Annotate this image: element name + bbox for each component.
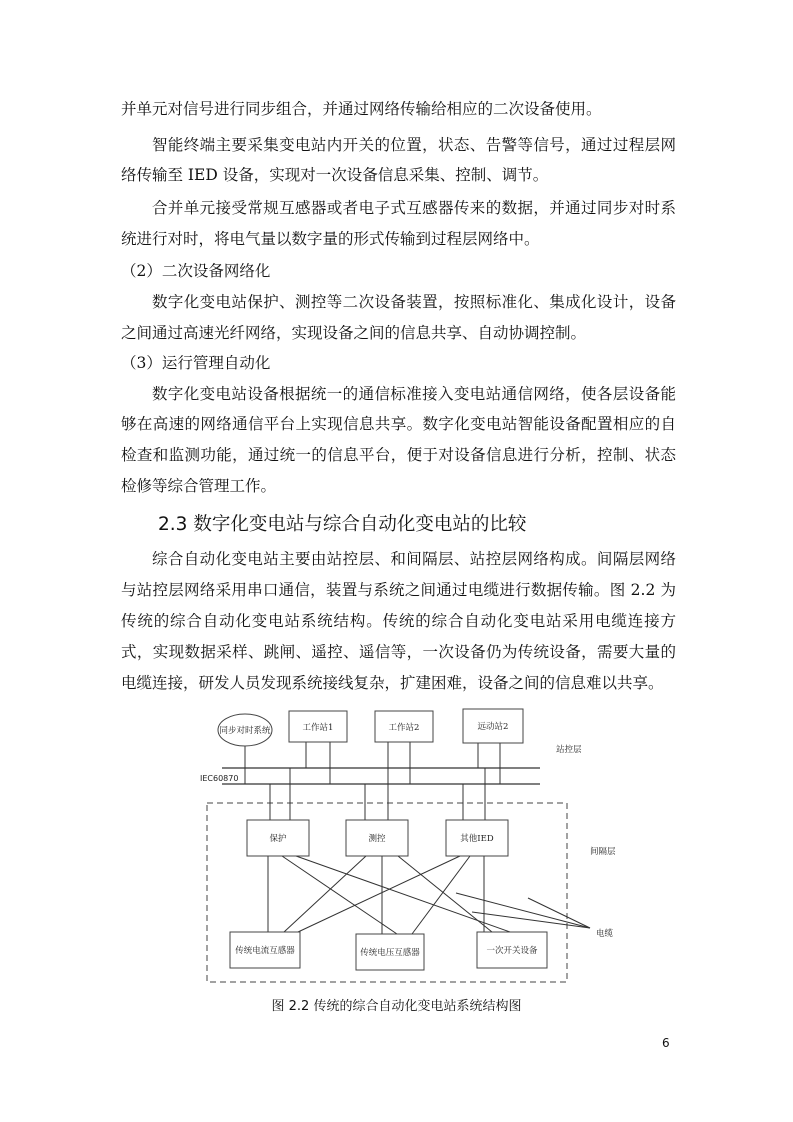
paragraph-line: 与站控层网络采用串口通信，装置与系统之间通过电缆进行数据传输。图 2.2 为 xyxy=(121,581,676,599)
cable-line xyxy=(298,856,460,932)
paragraph-line: 统进行对时，将电气量以数字量的形式传输到过程层网络中。 xyxy=(121,230,540,248)
bay-layer-label: 间隔层 xyxy=(590,847,616,857)
figure-caption: 图 2.2 传统的综合自动化变电站系统结构图 xyxy=(271,999,522,1014)
paragraph-line: 之间通过高速光纤网络，实现设备之间的信息共享、自动协调控制。 xyxy=(121,324,587,342)
section-number: 2.3 xyxy=(158,514,188,535)
paragraph-line: 式，实现数据采样、跳闸、遥控、遥信等，一次设备仍为传统设备，需要大量的 xyxy=(121,643,676,661)
station-layer-label: 站控层 xyxy=(556,745,582,755)
cable-line xyxy=(282,856,397,934)
paragraph-line: 电缆连接，研发人员发现系统接线复杂，扩建困难，设备之间的信息难以共享。 xyxy=(121,674,664,692)
paragraph-line: 传统的综合自动化变电站系统结构。传统的综合自动化变电站采用电缆连接方 xyxy=(121,612,676,630)
paragraph-line: 够在高速的网络通信平台上实现信息共享。数字化变电站智能设备配置相应的自 xyxy=(121,415,676,433)
paragraph-line: 综合自动化变电站主要由站控层、和间隔层、站控层网络构成。间隔层网络 xyxy=(152,550,676,568)
protection-label: 保护 xyxy=(269,834,287,844)
measure-control-label: 测控 xyxy=(368,834,386,844)
paragraph-line: 检查和监测功能，通过统一的信息平台，便于对设备信息进行分析，控制、状态 xyxy=(121,446,676,464)
cable-label: 电缆 xyxy=(596,929,614,939)
cable-pointer xyxy=(456,893,590,928)
cable-pointer xyxy=(472,912,590,928)
section-title: 数字化变电站与综合自动化变电站的比较 xyxy=(193,514,527,535)
paragraph-line: 络传输至 IED 设备，实现对一次设备信息采集、控制、调节。 xyxy=(121,166,549,184)
subheading: （3）运行管理自动化 xyxy=(121,354,271,372)
iec-protocol-label: IEC60870 xyxy=(200,774,239,783)
paragraph-line: 并单元对信号进行同步组合，并通过网络传输给相应的二次设备使用。 xyxy=(121,100,602,118)
paragraph-line: 数字化变电站保护、测控等二次设备装置，按照标准化、集成化设计，设备 xyxy=(152,293,676,311)
paragraph-line: 数字化变电站设备根据统一的通信标准接入变电站通信网络，使各层设备能 xyxy=(152,385,676,403)
workstation-1-label: 工作站1 xyxy=(302,723,334,733)
current-transformer-label: 传统电流互感器 xyxy=(235,946,295,956)
remote-station-label: 远动站2 xyxy=(477,722,509,732)
page-number: 6 xyxy=(662,1036,670,1050)
primary-switch-label: 一次开关设备 xyxy=(486,946,538,956)
voltage-transformer-label: 传统电压互感器 xyxy=(360,948,420,958)
paragraph-line: 合并单元接受常规互感器或者电子式互感器传来的数据，并通过同步对时系 xyxy=(152,199,676,217)
paragraph-line: 检修等综合管理工作。 xyxy=(121,477,277,495)
subheading: （2）二次设备网络化 xyxy=(121,262,271,280)
cable-line xyxy=(412,856,470,934)
sync-system-label: 同步对时系统 xyxy=(219,726,271,736)
cable-line xyxy=(284,856,366,932)
workstation-2-label: 工作站2 xyxy=(388,723,420,733)
other-ied-label: 其他IED xyxy=(460,834,494,844)
cable-line xyxy=(398,856,492,932)
paragraph-line: 智能终端主要采集变电站内开关的位置，状态、告警等信号，通过过程层网 xyxy=(152,136,676,154)
